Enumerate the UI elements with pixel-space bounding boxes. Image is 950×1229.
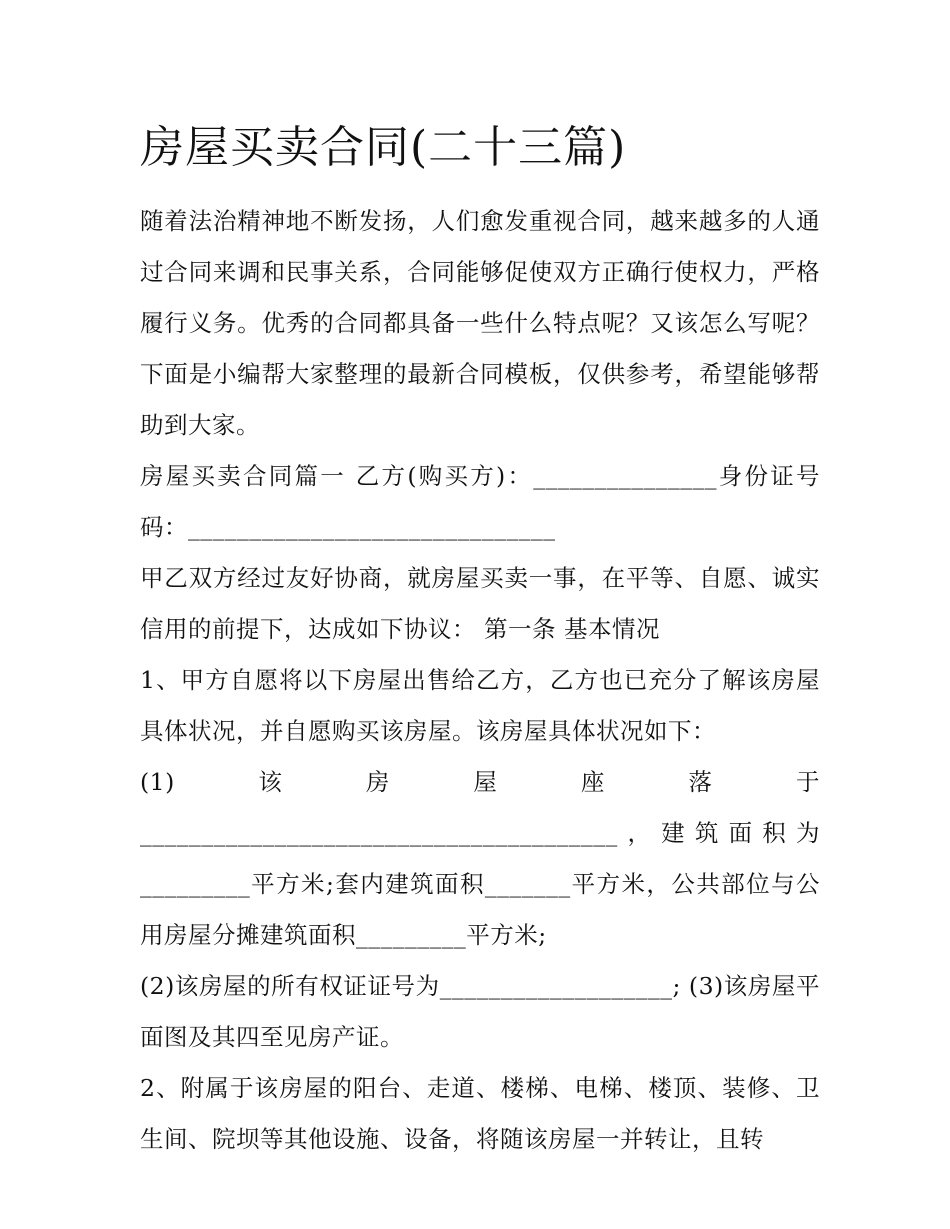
clause-1-1-paragraph: (1)该房屋座落于_______________________________________，建筑面积为_________平方米;套内建筑面积_______平方米，公共部位与公用房屋分摊建筑面积_________平方米; bbox=[140, 768, 820, 949]
clause-1-paragraph: 1、甲方自愿将以下房屋出售给乙方，乙方也已充分了解该房屋具体状况，并自愿购买该房屋。该房屋具体状况如下： bbox=[140, 666, 820, 745]
intro-paragraph: 随着法治精神地不断发扬，人们愈发重视合同，越来越多的人通过合同来调和民事关系，合同能够促使双方正确行使权力，严格履行义务。优秀的合同都具备一些什么特点呢？又该怎么写呢？下面是小编帮大家整理的最新合同模板，仅供参考，希望能够帮助到大家。 bbox=[140, 207, 820, 439]
clause-2-paragraph: 2、附属于该房屋的阳台、走道、楼梯、电梯、楼顶、装修、卫生间、院坝等其他设施、设备，将随该房屋一并转让，且转 bbox=[140, 1074, 820, 1153]
clause-1-2-paragraph: (2)该房屋的所有权证证号为___________________; (3)该房屋平面图及其四至见房产证。 bbox=[140, 972, 820, 1051]
document-page bbox=[140, 118, 820, 1165]
document-title: 房屋买卖合同(二十三篇) bbox=[140, 122, 627, 173]
buyer-info-paragraph: 房屋买卖合同篇一 乙方(购买方)：_______________身份证号码：______________________________ bbox=[140, 462, 820, 541]
agreement-paragraph: 甲乙双方经过友好协商，就房屋买卖一事，在平等、自愿、诚实信用的前提下，达成如下协议： 第一条 基本情况 bbox=[140, 564, 820, 643]
